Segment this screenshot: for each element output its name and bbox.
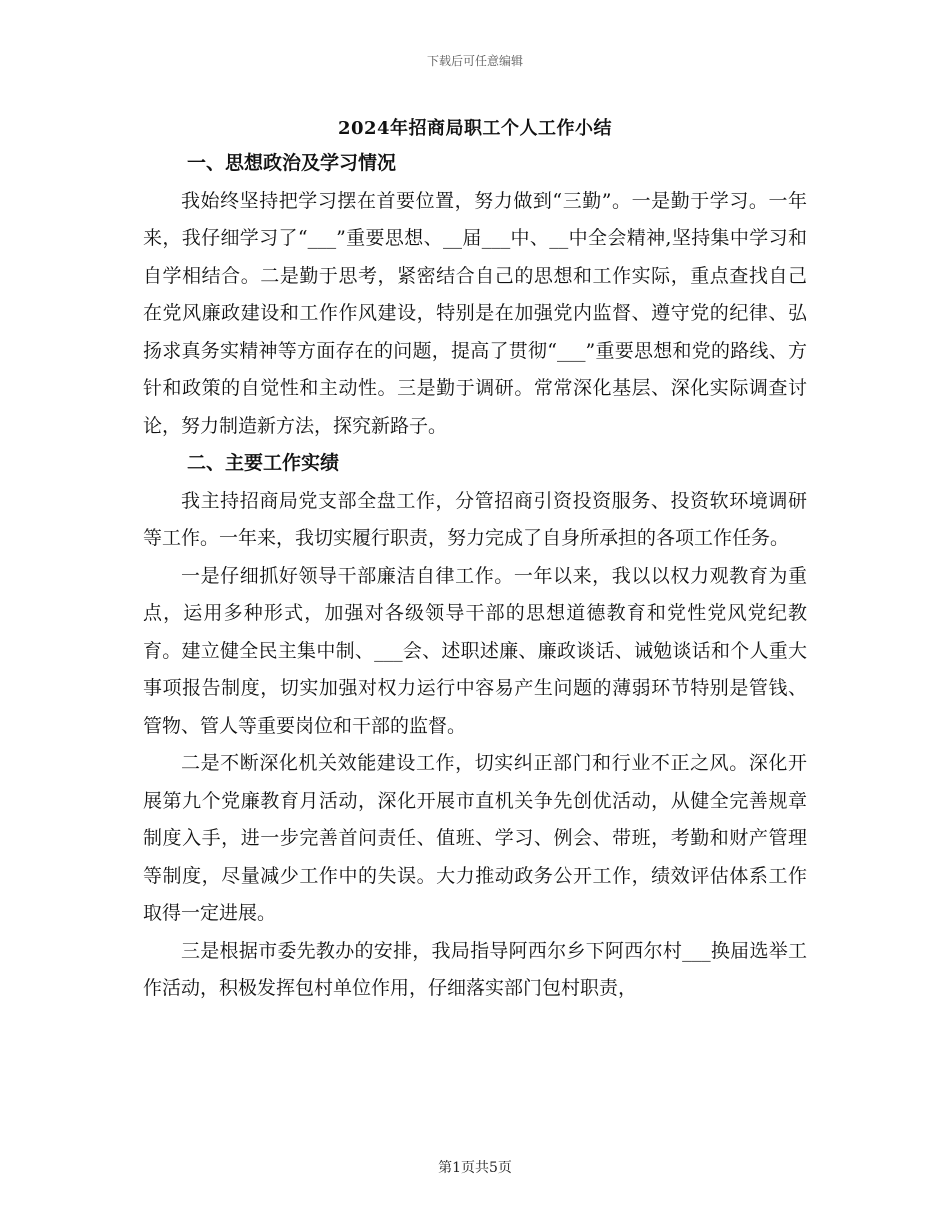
- document-body: [143, 145, 807, 1008]
- paragraph-study: 我始终坚持把学习摆在首要位置，努力做到“三勤”。一是勤于学习。一年来，我仔细学习了“___”重要思想、__届___中、__中全会精神,坚持集中学习和自学相结合。二是勤于思考，紧密结合自己的思想和工作实际，重点查找自己在党风廉政建设和工作作风建设，特别是在加强党内监督、遵守党的纪律、弘扬求真务实精神等方面存在的问题，提高了贯彻“___”重要思想和党的路线、方针和政策的自觉性和主动性。三是勤于调研。常常深化基层、深化实际调查讨论，努力制造新方法，探究新路子。: [143, 189, 807, 437]
- section-heading-2: 二、主要工作实绩: [187, 452, 340, 474]
- page-number: 第1页共5页: [438, 1160, 512, 1176]
- document-title: 2024年招商局职工个人工作小结: [337, 118, 613, 139]
- paragraph-integrity: 一是仔细抓好领导干部廉洁自律工作。一年以来，我以以权力观教育为重点，运用多种形式，加强对各级领导干部的思想道德教育和党性党风党纪教育。建立健全民主集中制、___会、述职述廉、廉政谈话、诫勉谈话和个人重大事项报告制度，切实加强对权力运行中容易产生问题的薄弱环节特别是管钱、管物、管人等重要岗位和干部的监督。: [143, 564, 807, 737]
- section-heading-1: 一、思想政治及学习情况: [187, 152, 397, 174]
- paragraph-efficiency: 二是不断深化机关效能建设工作，切实纠正部门和行业不正之风。深化开展第九个党廉教育月活动，深化开展市直机关争先创优活动，从健全完善规章制度入手，进一步完善首问责任、值班、学习、例会、带班，考勤和财产管理等制度，尽量减少工作中的失误。大力推动政务公开工作，绩效评估体系工作取得一定进展。: [143, 752, 807, 924]
- header-note: 下载后可任意编辑: [426, 54, 523, 68]
- paragraph-duties: 我主持招商局党支部全盘工作，分管招商引资投资服务、投资软环境调研等工作。一年来，我切实履行职责，努力完成了自身所承担的各项工作任务。: [143, 489, 807, 549]
- paragraph-village-election: 三是根据市委先教办的安排，我局指导阿西尔乡下阿西尔村___换届选举工作活动，积极发挥包村单位作用，仔细落实部门包村职责，: [143, 939, 807, 999]
